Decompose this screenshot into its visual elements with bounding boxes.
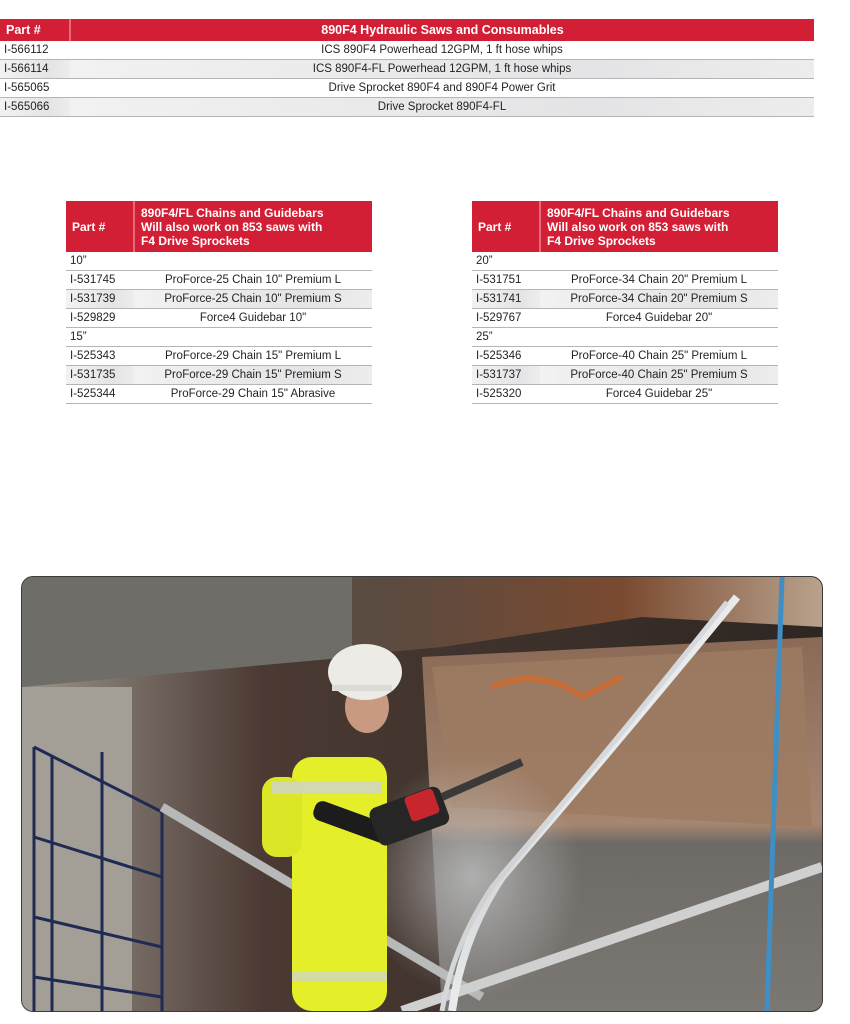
- part-number: I-531735: [66, 366, 134, 385]
- water-mist: [362, 757, 582, 997]
- part-number: I-529829: [66, 309, 134, 328]
- part-number: I-525320: [472, 385, 540, 404]
- table-row: [472, 385, 778, 404]
- table-row: [66, 366, 372, 385]
- photo-illustration: [22, 577, 822, 1011]
- part-number: I-529767: [472, 309, 540, 328]
- part-description: ProForce-29 Chain 15" Premium S: [134, 366, 372, 385]
- header-line: F4 Drive Sprockets: [141, 233, 250, 248]
- part-number: I-531739: [66, 290, 134, 309]
- table-row: [472, 347, 778, 366]
- header-line: 890F4/FL Chains and Guidebars: [141, 205, 324, 220]
- table-row: [66, 290, 372, 309]
- part-description: ProForce-25 Chain 10" Premium L: [134, 271, 372, 290]
- table-row: [472, 290, 778, 309]
- table-row: [66, 347, 372, 366]
- part-number: I-531741: [472, 290, 540, 309]
- hydraulic-saws-table: [0, 19, 814, 117]
- part-number: I-566112: [0, 41, 70, 60]
- part-description: ProForce-40 Chain 25" Premium L: [540, 347, 778, 366]
- section-label: 20”: [472, 252, 778, 271]
- section-row: [472, 252, 778, 271]
- part-number-header: Part #: [0, 19, 70, 41]
- table-header-row: [472, 201, 778, 252]
- section-row: [66, 328, 372, 347]
- part-description: ProForce-29 Chain 15" Abrasive: [134, 385, 372, 404]
- part-description: Drive Sprocket 890F4-FL: [70, 98, 814, 117]
- part-number: I-531737: [472, 366, 540, 385]
- part-description: ProForce-29 Chain 15" Premium L: [134, 347, 372, 366]
- part-description: Force4 Guidebar 20": [540, 309, 778, 328]
- chains-guidebars-table-right: [472, 201, 778, 404]
- table-header-row: [0, 19, 814, 41]
- part-description: ICS 890F4 Powerhead 12GPM, 1 ft hose whips: [70, 41, 814, 60]
- part-number: I-565066: [0, 98, 70, 117]
- table-row: [66, 271, 372, 290]
- part-number: I-525343: [66, 347, 134, 366]
- table-title-header: [134, 201, 372, 252]
- table-title-header: [540, 201, 778, 252]
- hard-hat: [328, 644, 402, 700]
- part-description: Force4 Guidebar 25": [540, 385, 778, 404]
- worksite-photo: [21, 576, 823, 1012]
- header-line: Will also work on 853 saws with: [141, 219, 323, 234]
- table-row: [0, 41, 814, 60]
- part-number: I-566114: [0, 60, 70, 79]
- section-label: 10”: [66, 252, 372, 271]
- header-line: F4 Drive Sprockets: [547, 233, 656, 248]
- table-row: [0, 60, 814, 79]
- section-row: [472, 328, 778, 347]
- part-number-header: Part #: [66, 201, 134, 252]
- table-row: [472, 271, 778, 290]
- chains-guidebars-table-left: [66, 201, 372, 404]
- part-number-header: Part #: [472, 201, 540, 252]
- part-number: I-525346: [472, 347, 540, 366]
- table-row: [472, 366, 778, 385]
- table-row: [0, 79, 814, 98]
- table-header-row: [66, 201, 372, 252]
- header-line: 890F4/FL Chains and Guidebars: [547, 205, 730, 220]
- part-description: ProForce-40 Chain 25" Premium S: [540, 366, 778, 385]
- section-row: [66, 252, 372, 271]
- part-description: ICS 890F4-FL Powerhead 12GPM, 1 ft hose whips: [70, 60, 814, 79]
- header-line: Will also work on 853 saws with: [547, 219, 729, 234]
- part-description: ProForce-25 Chain 10" Premium S: [134, 290, 372, 309]
- table-title-header: 890F4 Hydraulic Saws and Consumables: [70, 19, 814, 41]
- part-description: Force4 Guidebar 10": [134, 309, 372, 328]
- table-row: [472, 309, 778, 328]
- part-number: I-531745: [66, 271, 134, 290]
- section-label: 15”: [66, 328, 372, 347]
- section-label: 25”: [472, 328, 778, 347]
- table-row: [0, 98, 814, 117]
- part-description: Drive Sprocket 890F4 and 890F4 Power Grit: [70, 79, 814, 98]
- table-row: [66, 309, 372, 328]
- table-row: [66, 385, 372, 404]
- part-number: I-565065: [0, 79, 70, 98]
- part-number: I-531751: [472, 271, 540, 290]
- part-description: ProForce-34 Chain 20" Premium L: [540, 271, 778, 290]
- part-description: ProForce-34 Chain 20" Premium S: [540, 290, 778, 309]
- part-number: I-525344: [66, 385, 134, 404]
